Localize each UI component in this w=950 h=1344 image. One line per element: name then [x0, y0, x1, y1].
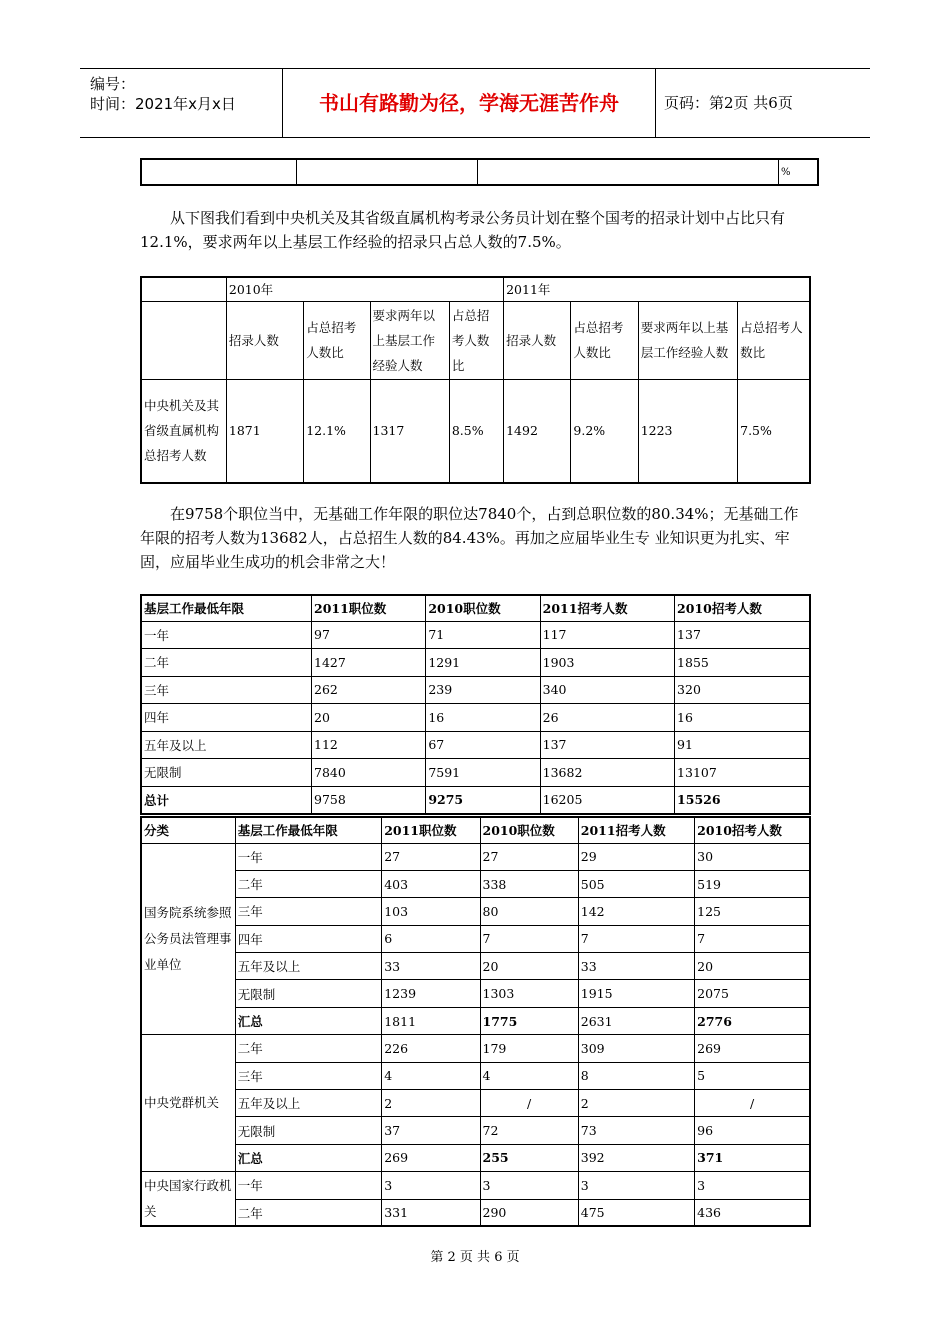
- value-cell: 33: [382, 953, 480, 980]
- value-cell: 340: [540, 676, 674, 704]
- column-header: 2010招考人数: [695, 817, 810, 843]
- value-cell: 27: [480, 843, 578, 870]
- value-cell: 13682: [540, 759, 674, 787]
- table-minimum-experience-summary: [140, 594, 811, 815]
- table1-column-headers: [141, 301, 810, 379]
- value-cell: 137: [540, 731, 674, 759]
- table-row: [141, 898, 810, 925]
- value-cell: 1775: [480, 1007, 578, 1034]
- value-cell: 7: [578, 925, 694, 952]
- row-label: 五年及以上: [141, 731, 312, 759]
- row-label: 三年: [235, 898, 381, 925]
- value-cell: 2: [578, 1090, 694, 1117]
- value-cell: 20: [312, 704, 426, 732]
- value-cell: 96: [695, 1117, 810, 1144]
- value-cell: 16: [675, 704, 810, 732]
- column-header: 2011职位数: [382, 817, 480, 843]
- value-cell: 226: [382, 1035, 480, 1062]
- value-cell: 125: [695, 898, 810, 925]
- table-row: [141, 953, 810, 980]
- value-cell: 3: [480, 1172, 578, 1199]
- column-header: 占总招考人数比: [449, 301, 503, 379]
- row-label: 无限制: [235, 980, 381, 1007]
- row-label: 汇总: [235, 1144, 381, 1171]
- top-table-fragment: [140, 158, 819, 186]
- table-row: [141, 1144, 810, 1171]
- value-cell: 7: [695, 925, 810, 952]
- value-cell: 15526: [675, 786, 810, 814]
- value-cell: 1811: [382, 1007, 480, 1034]
- value-cell: 505: [578, 870, 694, 897]
- value-cell: 71: [426, 621, 540, 649]
- value-cell: 239: [426, 676, 540, 704]
- row-label: 二年: [235, 870, 381, 897]
- value-cell: 2075: [695, 980, 810, 1007]
- value-cell: 3: [695, 1172, 810, 1199]
- value-cell: 97: [312, 621, 426, 649]
- value-cell: 255: [480, 1144, 578, 1171]
- value-cell: 290: [480, 1199, 578, 1226]
- value-cell: /: [480, 1090, 578, 1117]
- table-row: [141, 731, 810, 759]
- value-cell: 8.5%: [449, 379, 503, 483]
- value-cell: 33: [578, 953, 694, 980]
- value-cell: 309: [578, 1035, 694, 1062]
- code-label: 编号：: [90, 75, 136, 93]
- value-cell: 338: [480, 870, 578, 897]
- row-label: 二年: [235, 1199, 381, 1226]
- value-cell: 30: [695, 843, 810, 870]
- value-cell: 37: [382, 1117, 480, 1144]
- table-row: [141, 786, 810, 814]
- value-cell: 269: [382, 1144, 480, 1171]
- value-cell: 1915: [578, 980, 694, 1007]
- page-header: [80, 68, 870, 138]
- column-header: 要求两年以上基层工作经验人数: [638, 301, 737, 379]
- value-cell: 269: [695, 1035, 810, 1062]
- table-row: [141, 621, 810, 649]
- category-cell: 中央党群机关: [141, 1035, 235, 1172]
- value-cell: 112: [312, 731, 426, 759]
- value-cell: 91: [675, 731, 810, 759]
- value-cell: 16: [426, 704, 540, 732]
- value-cell: 7.5%: [738, 379, 810, 483]
- row-label: 五年及以上: [235, 953, 381, 980]
- value-cell: 29: [578, 843, 694, 870]
- column-header: 占总招考人数比: [571, 301, 638, 379]
- value-cell: 20: [695, 953, 810, 980]
- value-cell: 1855: [675, 649, 810, 677]
- value-cell: 103: [382, 898, 480, 925]
- value-cell: 7840: [312, 759, 426, 787]
- year-2010-header: 2010年: [226, 277, 503, 301]
- value-cell: 80: [480, 898, 578, 925]
- value-cell: 436: [695, 1199, 810, 1226]
- value-cell: 475: [578, 1199, 694, 1226]
- table-row: [141, 843, 810, 870]
- row-label: 三年: [141, 676, 312, 704]
- value-cell: 1427: [312, 649, 426, 677]
- value-cell: 27: [382, 843, 480, 870]
- column-header: 占总招考人数比: [738, 301, 810, 379]
- value-cell: 13107: [675, 759, 810, 787]
- value-cell: 1317: [370, 379, 449, 483]
- year-2011-header: 2011年: [504, 277, 810, 301]
- category-cell: 中央国家行政机关: [141, 1172, 235, 1227]
- table-row: [141, 870, 810, 897]
- value-cell: 72: [480, 1117, 578, 1144]
- value-cell: 5: [695, 1062, 810, 1089]
- row-label: 二年: [235, 1035, 381, 1062]
- value-cell: 3: [382, 1172, 480, 1199]
- table-row: [141, 1199, 810, 1226]
- value-cell: 2776: [695, 1007, 810, 1034]
- table-row: [141, 676, 810, 704]
- date-label: 时间：2021年x月x日: [90, 95, 236, 113]
- value-cell: 1303: [480, 980, 578, 1007]
- value-cell: 1291: [426, 649, 540, 677]
- table-row: [141, 649, 810, 677]
- row-label: 无限制: [141, 759, 312, 787]
- value-cell: 1223: [638, 379, 737, 483]
- table-row: [141, 1090, 810, 1117]
- value-cell: 1903: [540, 649, 674, 677]
- table-2010-2011-comparison: [140, 276, 811, 484]
- column-header: 2011招考人数: [540, 595, 674, 621]
- value-cell: 519: [695, 870, 810, 897]
- column-header: 2010职位数: [480, 817, 578, 843]
- value-cell: 6: [382, 925, 480, 952]
- row-label: 总计: [141, 786, 312, 814]
- table1-data-row: [141, 379, 810, 483]
- value-cell: 20: [480, 953, 578, 980]
- table3-header-row: [141, 817, 810, 843]
- row-label: 一年: [235, 1172, 381, 1199]
- table-row: [141, 1117, 810, 1144]
- value-cell: 117: [540, 621, 674, 649]
- column-header: 基层工作最低年限: [141, 595, 312, 621]
- column-header: 2011职位数: [312, 595, 426, 621]
- value-cell: 2631: [578, 1007, 694, 1034]
- value-cell: 403: [382, 870, 480, 897]
- value-cell: 12.1%: [304, 379, 370, 483]
- value-cell: 3: [578, 1172, 694, 1199]
- header-motto: 书山有路勤为径，学海无涯苦作舟: [283, 69, 656, 137]
- value-cell: 262: [312, 676, 426, 704]
- value-cell: 320: [675, 676, 810, 704]
- percent-cell: %: [779, 159, 819, 185]
- page-footer: 第 2 页 共 6 页: [430, 1250, 520, 1265]
- row-label: 一年: [141, 621, 312, 649]
- value-cell: 371: [695, 1144, 810, 1171]
- row-label: 四年: [235, 925, 381, 952]
- value-cell: 67: [426, 731, 540, 759]
- table-row: [141, 925, 810, 952]
- page-number-label: 页码：第2页 共6页: [664, 94, 793, 112]
- table-row: [141, 1035, 810, 1062]
- value-cell: 8: [578, 1062, 694, 1089]
- value-cell: 1871: [226, 379, 303, 483]
- row-label: 一年: [235, 843, 381, 870]
- row-label: 汇总: [235, 1007, 381, 1034]
- table-row: [141, 759, 810, 787]
- value-cell: 179: [480, 1035, 578, 1062]
- row-label: 中央机关及其省级直属机构总招考人数: [141, 379, 226, 483]
- column-header: 要求两年以上基层工作经验人数: [370, 301, 449, 379]
- table-row: [141, 704, 810, 732]
- value-cell: 392: [578, 1144, 694, 1171]
- column-header: 招录人数: [226, 301, 303, 379]
- value-cell: 73: [578, 1117, 694, 1144]
- value-cell: 1492: [504, 379, 571, 483]
- table-by-category: [140, 816, 811, 1227]
- column-header: 2011招考人数: [578, 817, 694, 843]
- column-header: 分类: [141, 817, 235, 843]
- table2-header-row: [141, 595, 810, 621]
- value-cell: 9.2%: [571, 379, 638, 483]
- column-header: 基层工作最低年限: [235, 817, 381, 843]
- value-cell: /: [695, 1090, 810, 1117]
- category-cell: 国务院系统参照公务员法管理事业单位: [141, 843, 235, 1035]
- row-label: 无限制: [235, 1117, 381, 1144]
- value-cell: 2: [382, 1090, 480, 1117]
- column-header: 2010职位数: [426, 595, 540, 621]
- table-row: [141, 1172, 810, 1199]
- value-cell: 4: [382, 1062, 480, 1089]
- row-label: 五年及以上: [235, 1090, 381, 1117]
- value-cell: 1239: [382, 980, 480, 1007]
- value-cell: 7: [480, 925, 578, 952]
- table-row: [141, 1007, 810, 1034]
- paragraph-2: 在9758个职位当中，无基础工作年限的职位达7840个，占到总职位数的80.34%；无基础工作年限的招考人数为13682人，占总招生人数的84.43%。再加之应届毕业生专 业知识更为扎实、牢固，应届毕业生成功的机会非常之大！: [140, 505, 799, 571]
- column-header: 2010招考人数: [675, 595, 810, 621]
- row-label: 三年: [235, 1062, 381, 1089]
- table-row: [141, 1062, 810, 1089]
- value-cell: 4: [480, 1062, 578, 1089]
- value-cell: 7591: [426, 759, 540, 787]
- value-cell: 26: [540, 704, 674, 732]
- header-meta: [80, 69, 283, 137]
- table-row: [141, 980, 810, 1007]
- value-cell: 16205: [540, 786, 674, 814]
- column-header: 招录人数: [504, 301, 571, 379]
- column-header: 占总招考人数比: [304, 301, 370, 379]
- paragraph-1: 从下图我们看到中央机关及其省级直属机构考录公务员计划在整个国考的招录计划中占比只有12.1%，要求两年以上基层工作经验的招录只占总人数的7.5%。: [140, 209, 786, 251]
- value-cell: 142: [578, 898, 694, 925]
- value-cell: 9758: [312, 786, 426, 814]
- row-label: 二年: [141, 649, 312, 677]
- value-cell: 331: [382, 1199, 480, 1226]
- value-cell: 9275: [426, 786, 540, 814]
- row-label: 四年: [141, 704, 312, 732]
- value-cell: 137: [675, 621, 810, 649]
